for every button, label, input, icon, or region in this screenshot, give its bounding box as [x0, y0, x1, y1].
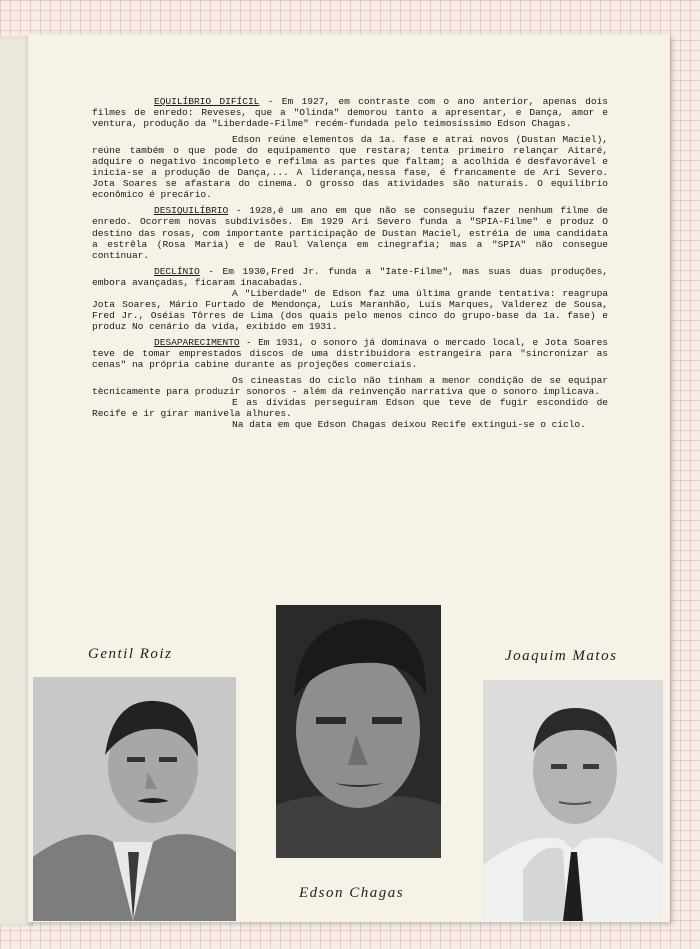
- portrait-photo-center: [276, 605, 441, 858]
- caption-right: Joaquim Matos: [505, 648, 618, 664]
- paragraph-cineastas: Os cineastas do ciclo não tinham a menor condição de se equipar tècnicamente para produzir sonoros - além da reinvenção narrativa que o sonoro implicava.: [92, 375, 608, 398]
- portrait-photo-right: [483, 680, 663, 921]
- caption-center: Edson Chagas: [299, 885, 405, 901]
- paragraph-declinio: DECLÍNIO - Em 1930,Fred Jr. funda a "Iate-Filme", mas suas duas produções, embora avançadas, ficaram inacabadas.: [92, 265, 608, 288]
- paragraph-dividas: E as dívidas perseguiram Edson que teve de fugir escondido de Recife e ir girar manivela alhures.: [92, 397, 608, 420]
- paragraph-desiquilibrio: DESIQUILÍBRIO - 1928,é um ano em que não se conseguiu fazer nenhum filme de enredo. Ocorrem novas subdivisões. Em 1929 Ari Severo funda a "SPIA-Filme" e produz O destino das rosas, com importante participação de Dustan Maciel, estréia de uma candidata a estrêla (Rosa Maria) e de Raul Valença em cinegrafia; mas a "SPIA" não consegue continuar.: [92, 205, 608, 261]
- paragraph-liberdade: A "Liberdade" de Edson faz uma última grande tentativa: reagrupa Jota Soares, Mário Furtado de Mendonça, Luís Maranhão, Luís Marques, Valderez de Sousa, Fred Jr., Oséias Tôrres de Lima (dos quais pelo menos cinco do grupo-base da 1a. fase) e produz No cenário da vida, exibido em 1931.: [92, 287, 608, 332]
- heading-declinio: DECLÍNIO: [154, 265, 200, 277]
- heading-desaparecimento: DESAPARECIMENTO: [154, 336, 240, 348]
- caption-left: Gentil Roiz: [88, 646, 173, 662]
- heading-desiquilibrio: DESIQUILÍBRIO: [154, 205, 229, 217]
- paragraph-edson: Edson reúne elementos da 1a. fase e atrai novos (Dustan Maciel), reúne também o que pode do equipamento que restara; tenta primeiro relançar Aitaré, adquire o negativo incompleto e refilma as partes que faltam; a acolhida é desfavorável e inicia-se a produção de Dança,... A liderança,nessa fase, é francamente de Ari Severo. Jota Soares se afastara do cinema. O grosso das atividades são naturais. O equilíbrio econômico é precário.: [92, 134, 608, 201]
- paragraph-desaparecimento: DESAPARECIMENTO - Em 1931, o sonoro já dominava o mercado local, e Jota Soares teve de tomar emprestados discos de uma distribuidora estrangeira para "sincronizar as cenas" na própria cabine durante as projeções comerciais.: [92, 336, 608, 371]
- portrait-photo-left: [33, 677, 236, 921]
- paragraph-final: Na data em que Edson Chagas deixou Recife extingui-se o ciclo.: [232, 419, 586, 431]
- heading-equilibrio: EQUILÍBRIO DIFÍCIL: [154, 96, 260, 107]
- paragraph-equilibrio: EQUILÍBRIO DIFÍCIL - Em 1927, em contraste com o ano anterior, apenas dois filmes de enredo: Reveses, que a "Olinda" demorou tanto a apresentar, e Dança, amor e ventura, produção da "Liberdade-Filme" recém-fundada pelo teimosíssimo Edson Chagas.: [92, 96, 608, 130]
- body-text: [92, 96, 608, 430]
